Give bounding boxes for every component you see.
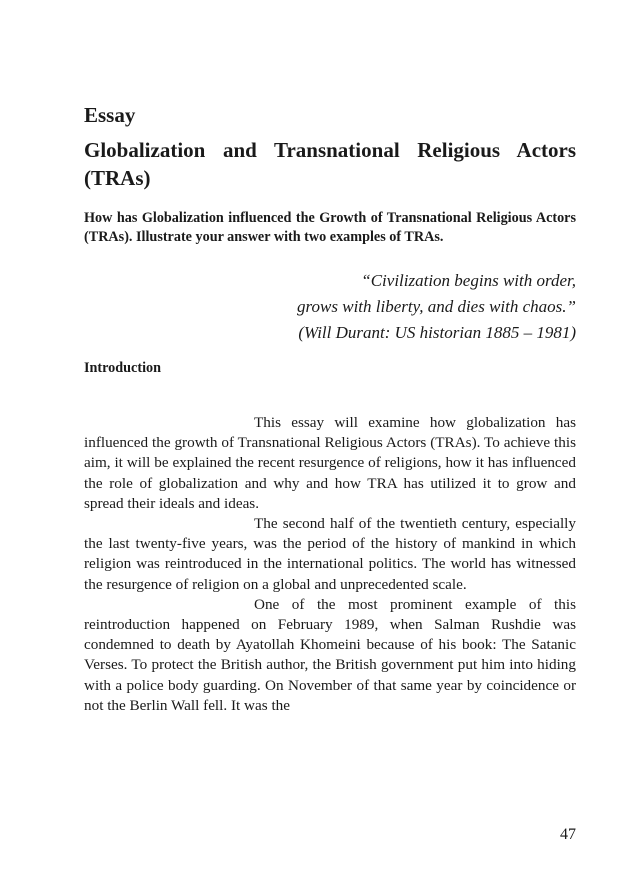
epigraph-line-1: “Civilization begins with order, (361, 271, 576, 290)
body-text (84, 413, 576, 716)
epigraph (236, 268, 576, 346)
paragraph-2: The second half of the twentieth century, especially the last twenty-five years, was the period of the history of mankind in which religion was reintroduced in the international politics. The world has witnessed the resurgence of religion on a global and unprecedented scale. (84, 515, 576, 593)
epigraph-attribution: (Will Durant: US historian 1885 – 1981) (298, 323, 576, 342)
paragraph-1: This essay will examine how globalization has influenced the growth of Transnational Religious Actors (TRAs). To achieve this aim, it will be explained the recent resurgence of religions, how it has influenced the role of globalization and why and how TRA has utilized it to grow and spread their ideals and ideas. (84, 414, 576, 512)
page-number: 47 (560, 826, 576, 843)
essay-title: Globalization and Transnational Religious Actors (TRAs) (84, 138, 576, 190)
section-label: Essay (84, 103, 136, 127)
introduction-heading: Introduction (84, 360, 161, 376)
paragraph-3: One of the most prominent example of this reintroduction happened on February 1989, when Salman Rushdie was condemned to death by Ayatollah Khomeini because of his book: The Satanic Verses. To protect the British author, the British government put him into hiding with a police body guarding. On November of that same year by coincidence or not the Berlin Wall fell. It was the (84, 595, 576, 714)
epigraph-line-2: grows with liberty, and dies with chaos.” (297, 297, 576, 316)
essay-question: How has Globalization influenced the Growth of Transnational Religious Actors (TRAs). Illustrate your answer with two examples of TRAs. (84, 210, 576, 245)
document-page (84, 0, 576, 893)
